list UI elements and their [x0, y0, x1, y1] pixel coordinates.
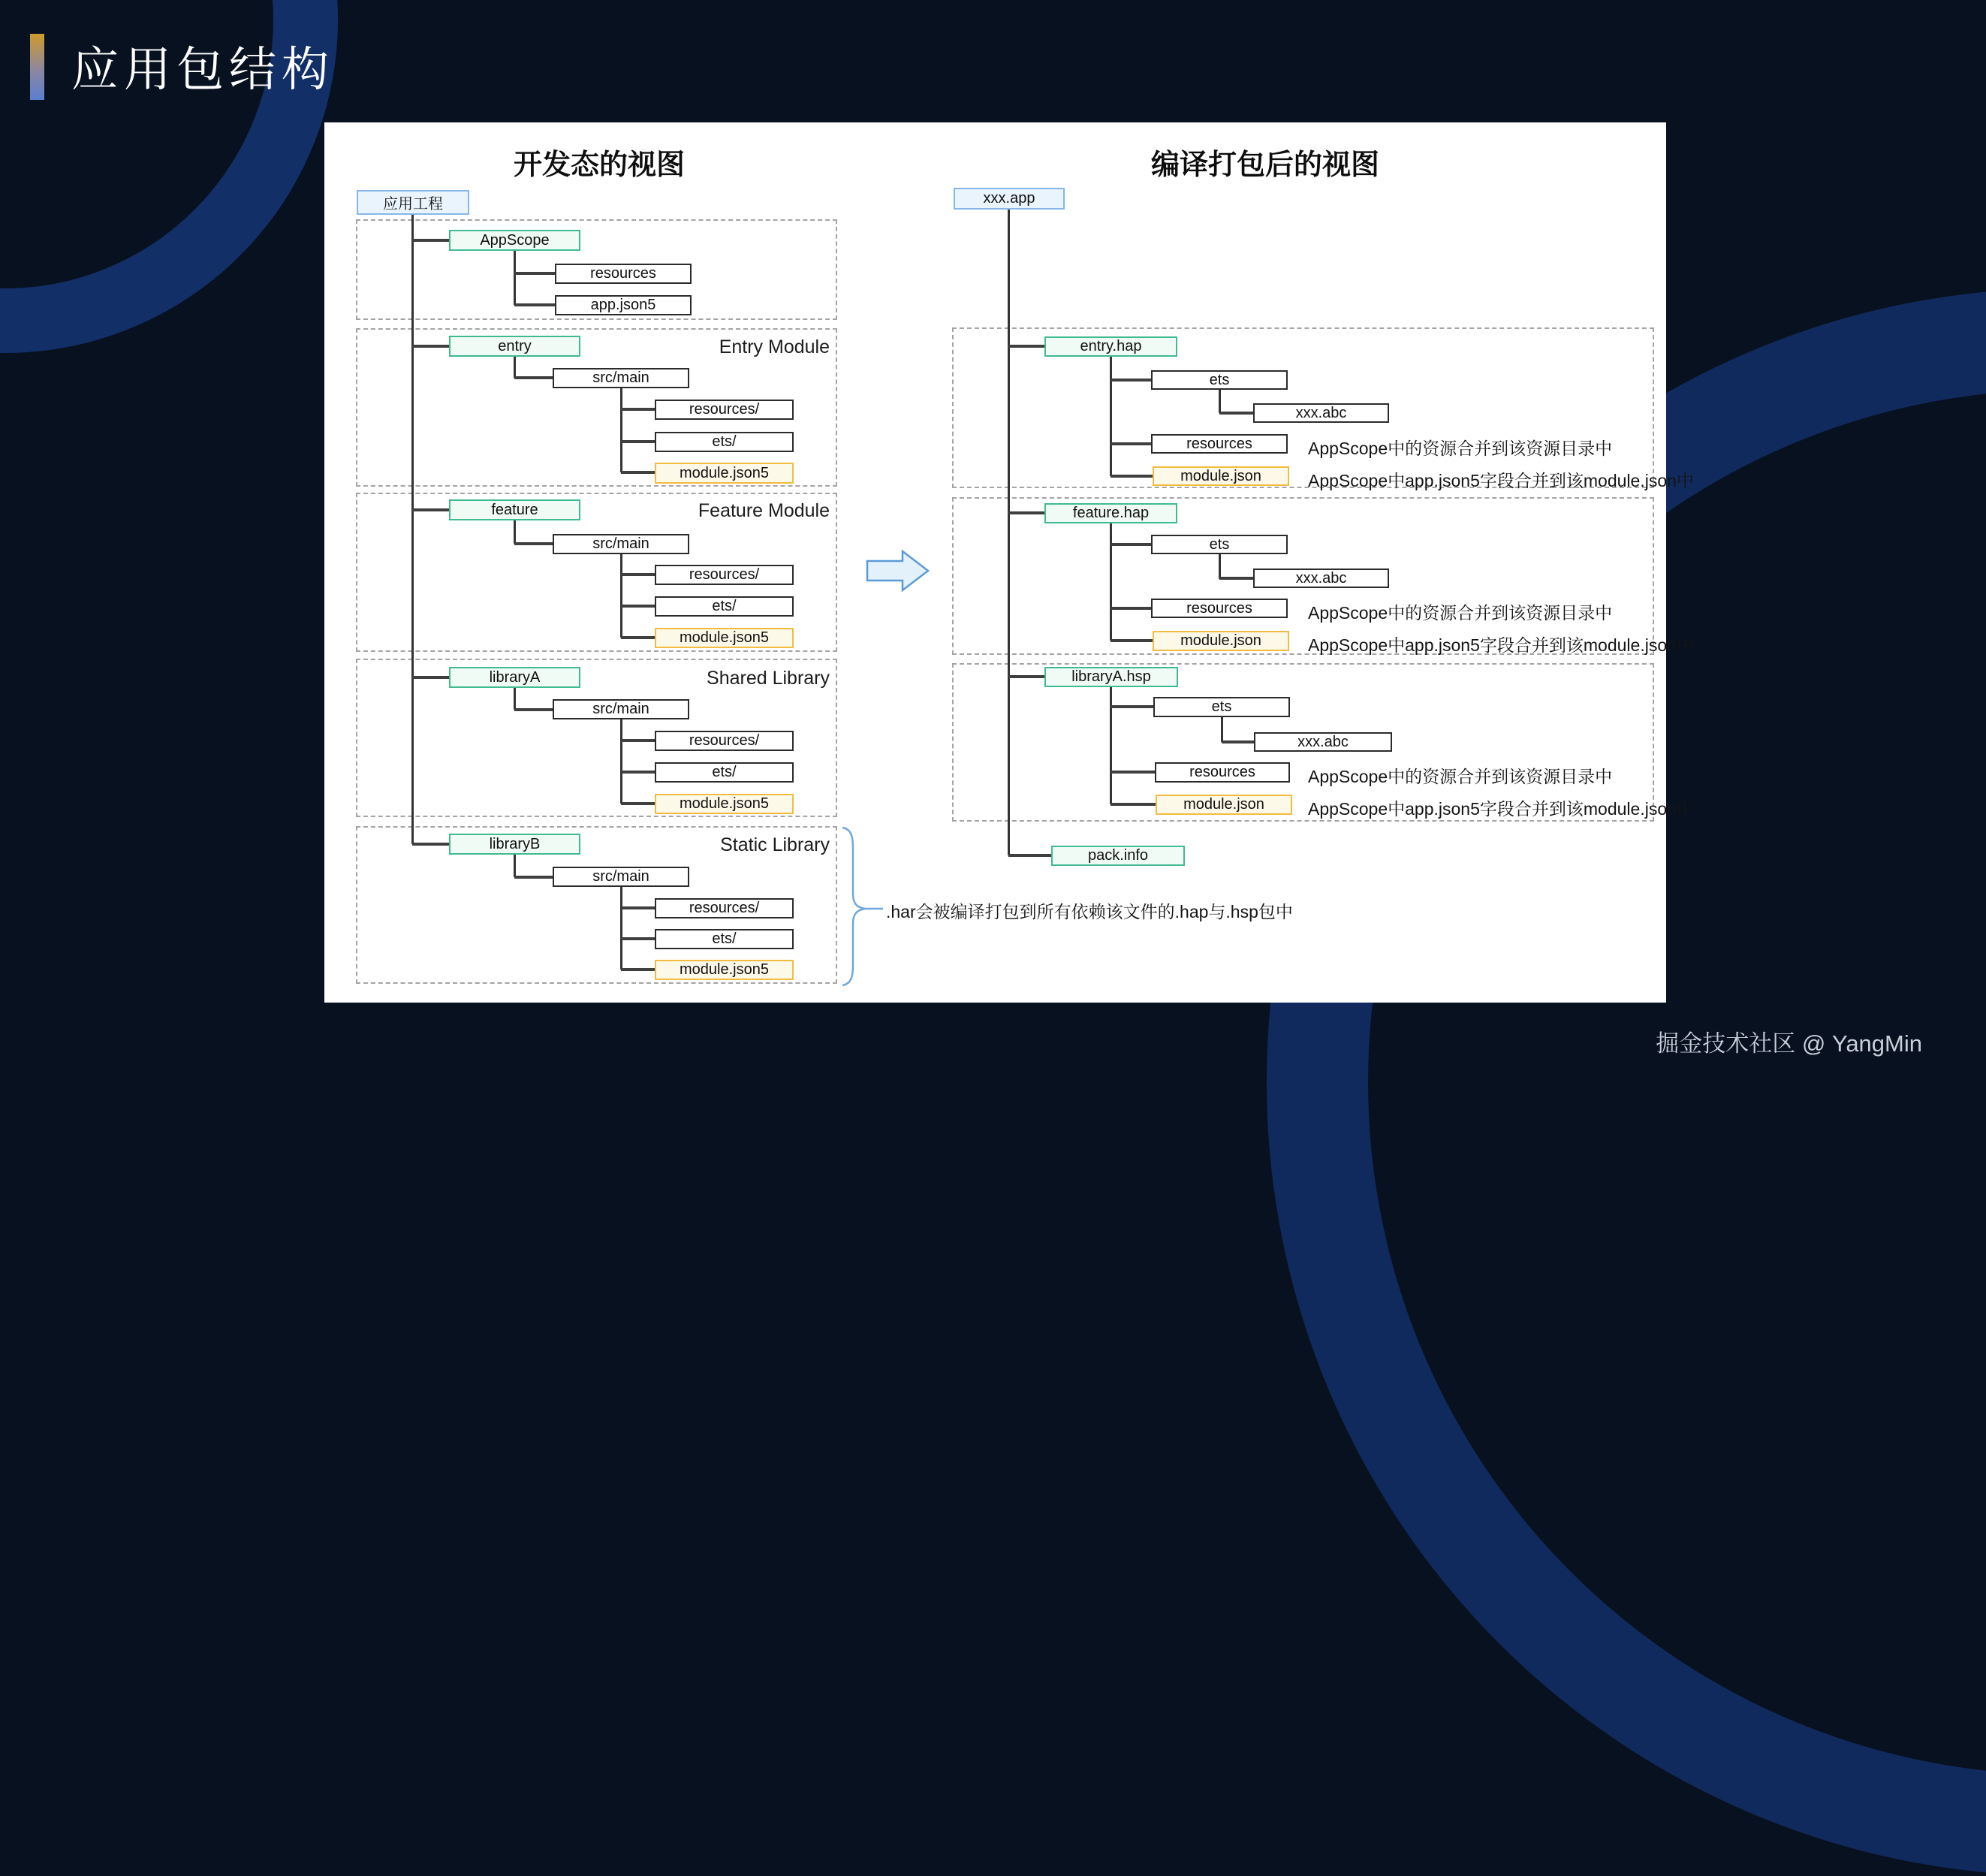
feature-srcmain-box: src/main — [553, 534, 689, 554]
entry-modulejson5-box: module.json5 — [655, 463, 794, 484]
connector-line — [514, 688, 516, 710]
entry-resources-box: resources/ — [655, 400, 794, 420]
librarya-ets-box: ets/ — [655, 762, 794, 783]
feature-module-label: Feature Module — [698, 500, 830, 521]
connector-line — [514, 542, 553, 545]
connector-line — [514, 376, 553, 379]
connector-line — [514, 708, 553, 711]
feature-resources-box: resources/ — [655, 565, 794, 585]
appscope-appjson5-box: app.json5 — [555, 295, 692, 315]
connector-line — [1008, 210, 1010, 855]
libraryb-modulejson5-box: module.json5 — [655, 960, 794, 980]
libraryahsp-box: libraryA.hsp — [1044, 667, 1178, 687]
libraryahsp-resources-box: resources — [1155, 762, 1290, 783]
connector-line — [1111, 379, 1151, 382]
libraryb-resources-box: resources/ — [655, 898, 794, 918]
connector-line — [621, 440, 655, 443]
connector-line — [1008, 854, 1051, 857]
entry-box: entry — [449, 336, 580, 357]
connector-line — [620, 553, 622, 638]
featurehap-modulejson-note: AppScope中app.json5字段合并到该module.json中 — [1308, 635, 1694, 655]
connector-line — [1111, 705, 1153, 708]
connector-line — [1221, 717, 1223, 742]
connector-line — [412, 508, 449, 511]
connector-line — [412, 345, 449, 348]
connector-line — [620, 719, 622, 804]
libraryb-ets-box: ets/ — [655, 929, 794, 949]
connector-line — [1110, 523, 1112, 641]
connector-line — [514, 876, 553, 879]
libraryahsp-resources-note: AppScope中的资源合并到该资源目录中 — [1308, 767, 1613, 786]
featurehap-modulejson-box: module.json — [1153, 631, 1289, 651]
page-title: 应用包结构 — [71, 42, 334, 97]
connector-line — [1111, 607, 1151, 610]
connector-line — [412, 843, 449, 846]
connector-line — [1219, 577, 1253, 580]
connector-line — [621, 408, 655, 411]
connector-line — [412, 239, 449, 242]
appscope-resources-box: resources — [555, 264, 692, 284]
title-accent-bar — [30, 34, 44, 100]
feature-modulejson5-box: module.json5 — [655, 628, 794, 648]
project-root-box: 应用工程 — [357, 190, 469, 215]
libraryahsp-ets-box: ets — [1153, 697, 1290, 717]
connector-line — [621, 605, 655, 608]
connector-line — [1219, 554, 1221, 579]
connector-line — [620, 887, 622, 970]
connector-line — [621, 906, 655, 909]
connector-line — [514, 520, 516, 544]
connector-line — [514, 855, 516, 877]
connector-line — [621, 802, 655, 805]
entryhap-resources-note: AppScope中的资源合并到该资源目录中 — [1308, 439, 1613, 458]
connector-line — [1111, 803, 1156, 806]
connector-line — [1111, 771, 1155, 774]
connector-line — [1111, 442, 1151, 445]
entry-module-label: Entry Module — [719, 336, 830, 357]
shared-library-label: Shared Library — [707, 668, 830, 689]
connector-line — [1008, 511, 1044, 514]
connector-line — [514, 303, 555, 306]
compile-arrow-icon — [863, 548, 935, 595]
librarya-srcmain-box: src/main — [553, 699, 689, 719]
static-library-brace — [841, 826, 871, 987]
entryhap-box: entry.hap — [1044, 336, 1177, 357]
entryhap-resources-box: resources — [1151, 434, 1288, 454]
connector-line — [621, 739, 655, 742]
featurehap-resources-box: resources — [1151, 599, 1288, 618]
libraryahsp-modulejson-note: AppScope中app.json5字段合并到该module.json中 — [1308, 799, 1694, 819]
connector-line — [1111, 639, 1153, 642]
entryhap-modulejson-box: module.json — [1153, 466, 1289, 486]
entry-ets-box: ets/ — [655, 432, 794, 452]
connector-line — [621, 937, 655, 940]
connector-line — [621, 471, 655, 474]
har-note: .har会被编译打包到所有依赖该文件的.hap与.hsp包中 — [886, 902, 1293, 921]
connector-line — [1222, 740, 1254, 743]
featurehap-ets-box: ets — [1151, 535, 1288, 554]
connector-line — [514, 251, 516, 305]
connector-line — [621, 968, 655, 971]
librarya-resources-box: resources/ — [655, 731, 794, 751]
right-column-header: 编译打包后的视图 — [1150, 149, 1380, 181]
xxxapp-box: xxx.app — [954, 188, 1065, 210]
connector-line — [1111, 475, 1153, 478]
librarya-box: libraryA — [449, 667, 580, 688]
libraryahsp-abc-box: xxx.abc — [1254, 732, 1392, 752]
featurehap-abc-box: xxx.abc — [1253, 569, 1389, 588]
credit-text: 掘金技术社区 @ YangMin — [1656, 1030, 1922, 1057]
connector-line — [621, 636, 655, 639]
libraryahsp-modulejson-box: module.json — [1156, 795, 1292, 815]
feature-box: feature — [449, 499, 580, 520]
connector-line — [514, 272, 555, 275]
featurehap-box: feature.hap — [1044, 503, 1177, 523]
featurehap-resources-note: AppScope中的资源合并到该资源目录中 — [1308, 603, 1613, 623]
connector-line — [1219, 390, 1221, 413]
packinfo-box: pack.info — [1051, 846, 1185, 866]
connector-line — [412, 676, 449, 679]
entry-srcmain-box: src/main — [553, 368, 689, 388]
connector-line — [621, 771, 655, 774]
entryhap-ets-box: ets — [1151, 370, 1288, 390]
feature-ets-box: ets/ — [655, 596, 794, 617]
appscope-box: AppScope — [449, 230, 580, 251]
libraryb-box: libraryB — [449, 834, 580, 855]
connector-line — [514, 356, 516, 378]
librarya-modulejson5-box: module.json5 — [655, 794, 794, 814]
left-column-header: 开发态的视图 — [513, 149, 686, 181]
connector-line — [1008, 675, 1044, 678]
entryhap-abc-box: xxx.abc — [1253, 403, 1389, 423]
static-library-label: Static Library — [720, 834, 830, 855]
connector-line — [1110, 357, 1112, 476]
connector-line — [1008, 345, 1044, 348]
libraryb-srcmain-box: src/main — [553, 867, 689, 887]
connector-line — [1111, 543, 1151, 546]
connector-line — [1219, 412, 1253, 415]
connector-line — [620, 388, 622, 472]
connector-line — [621, 573, 655, 576]
entryhap-modulejson-note: AppScope中app.json5字段合并到该module.json中 — [1308, 471, 1694, 490]
connector-line — [411, 215, 414, 844]
